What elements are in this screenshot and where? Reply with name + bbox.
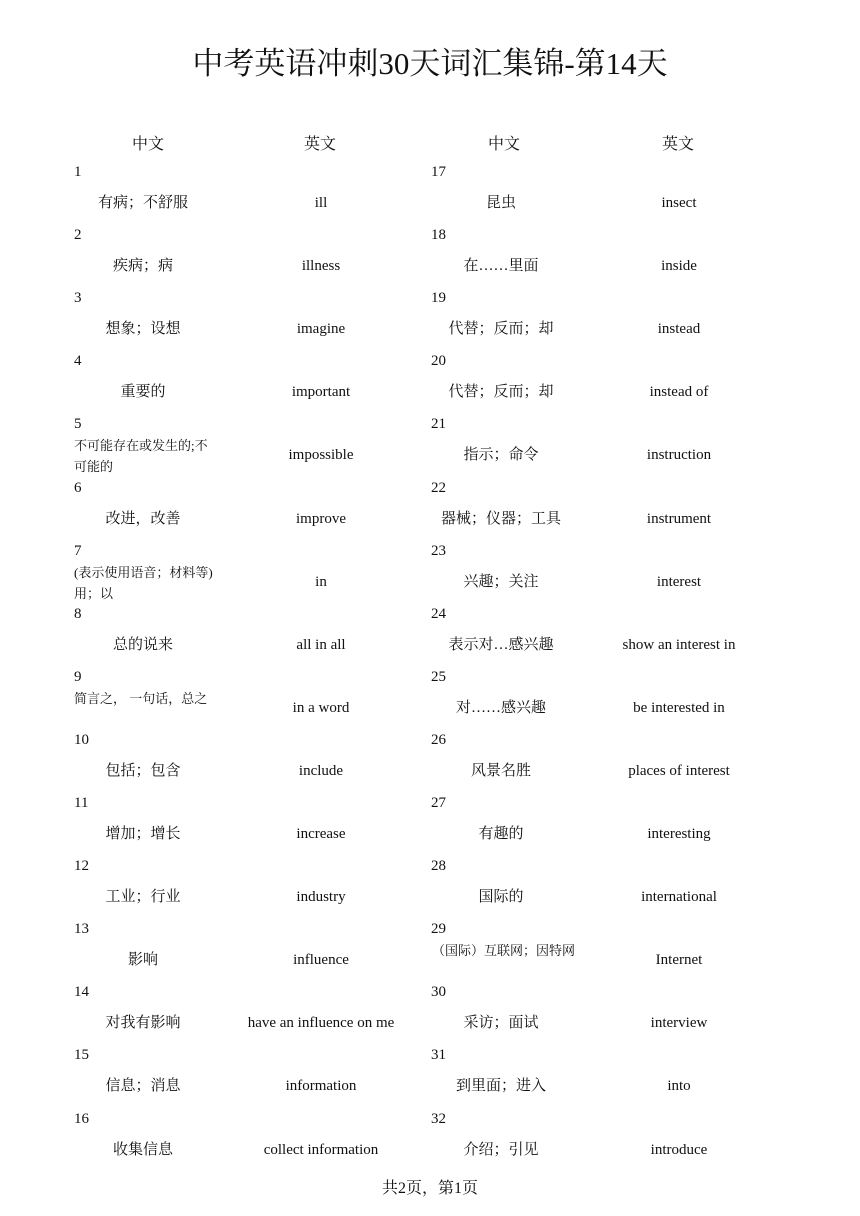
entry-english: interest [656, 573, 702, 590]
entry-english: instead of [649, 384, 709, 401]
entry-number: 22 [431, 479, 446, 496]
entry-chinese: 器械；仪器；工具 [440, 510, 561, 527]
entry-number: 21 [431, 416, 446, 433]
entry-number: 1 [74, 164, 82, 180]
entry-chinese: 总的说来 [112, 636, 173, 653]
entry-number: 32 [431, 1110, 446, 1127]
entry-english: places of interest [628, 762, 730, 779]
entry-number: 10 [74, 731, 89, 748]
entry-number: 5 [74, 416, 82, 433]
entry-chinese: 风景名胜 [470, 762, 531, 779]
document-title: 中考英语冲刺30天词汇集锦-第14天 [192, 46, 668, 81]
entry-number: 30 [431, 984, 446, 1001]
entry-english: instead [657, 321, 701, 338]
entry-number: 4 [74, 353, 82, 370]
entry-number: 14 [74, 984, 89, 1001]
entry-chinese: 想象；设想 [105, 321, 181, 338]
entry-english: be interested in [633, 699, 725, 716]
entry-chinese: 在……里面 [463, 258, 539, 275]
entry-english: interesting [647, 826, 711, 842]
entry-chinese: 简言之， 一句话，总之 [74, 690, 208, 706]
entry-chinese: 代替；反而；却 [448, 384, 554, 401]
entry-english: imagine [296, 321, 346, 338]
entry-english: all in all [296, 636, 346, 653]
entry-chinese: 影响 [127, 952, 158, 969]
entry-number: 11 [74, 795, 89, 811]
entry-chinese: 有趣的 [478, 826, 524, 842]
entry-chinese: （国际）互联网；因特网 [432, 943, 576, 959]
entry-english: instrument [646, 510, 712, 527]
entry-chinese: 表示对…感兴趣 [448, 636, 554, 653]
entry-chinese: 工业；行业 [105, 889, 181, 906]
entry-chinese: 改进，改善 [105, 510, 181, 527]
entry-chinese: 代替；反而；却 [448, 321, 554, 338]
entry-number: 17 [431, 164, 446, 180]
entry-english: inside [661, 258, 697, 275]
entry-number: 12 [74, 858, 89, 875]
entry-number: 19 [431, 290, 446, 307]
entry-number: 15 [74, 1047, 89, 1064]
entry-english: impossible [288, 447, 354, 464]
header-left-english: 英文 [303, 136, 336, 153]
entry-english: industry [296, 889, 346, 906]
entry-english: ill [314, 195, 328, 211]
entry-number: 20 [431, 353, 446, 370]
entry-english: increase [296, 826, 346, 842]
entry-english: information [285, 1078, 357, 1095]
entry-number: 13 [74, 921, 89, 938]
entry-english: in [315, 573, 327, 590]
entry-chinese: 有病；不舒服 [97, 195, 188, 211]
entry-english: Internet [655, 952, 703, 969]
entry-english: improve [296, 510, 346, 527]
entry-number: 28 [431, 858, 446, 875]
entry-english: interview [650, 1015, 708, 1032]
entry-number: 16 [74, 1110, 89, 1127]
entry-number: 27 [431, 795, 446, 811]
entry-number: 7 [74, 542, 82, 559]
entry-english: in a word [292, 699, 350, 716]
entry-chinese: 对……感兴趣 [455, 699, 546, 716]
entry-chinese: 指示；命令 [463, 447, 539, 464]
entry-chinese: 介绍；引见 [463, 1141, 539, 1158]
entry-chinese: 采访；面试 [463, 1015, 539, 1032]
entry-chinese: 国际的 [478, 889, 524, 906]
entry-chinese: 昆虫 [485, 195, 516, 211]
header-left-chinese: 中文 [131, 136, 164, 153]
entry-chinese: 增加；增长 [105, 826, 181, 842]
entry-english: illness [301, 258, 341, 275]
entry-chinese: 到里面；进入 [455, 1078, 546, 1095]
entry-number: 26 [431, 731, 446, 748]
entry-number: 9 [74, 668, 82, 685]
entry-number: 25 [431, 668, 446, 685]
entry-english: international [641, 889, 717, 906]
entry-chinese: 重要的 [120, 384, 166, 401]
header-right-chinese: 中文 [487, 136, 520, 153]
entry-english: have an influence on me [247, 1015, 395, 1032]
entry-english: introduce [650, 1141, 708, 1158]
entry-chinese: 包括；包含 [105, 762, 181, 779]
entry-english: instruction [646, 447, 712, 464]
entry-number: 6 [74, 479, 82, 496]
entry-chinese: 不可能存在或发生的;不可能的 [74, 438, 208, 475]
entry-number: 29 [431, 921, 446, 938]
entry-number: 24 [431, 605, 446, 622]
entry-english: collect information [263, 1141, 379, 1158]
entry-chinese: 兴趣；关注 [463, 573, 539, 590]
entry-number: 8 [74, 605, 82, 622]
entry-english: influence [293, 952, 349, 969]
entry-chinese: 收集信息 [112, 1141, 173, 1158]
entry-english: include [298, 762, 344, 779]
entry-chinese: 疾病；病 [112, 258, 173, 275]
entry-chinese: 对我有影响 [105, 1015, 181, 1032]
entry-english: insect [661, 195, 697, 211]
entry-english: show an interest in [622, 636, 736, 653]
entry-chinese: 信息；消息 [105, 1078, 181, 1095]
entry-chinese: (表示使用语音；材料等)用；以 [74, 564, 213, 601]
entry-number: 18 [431, 227, 446, 244]
entry-number: 23 [431, 542, 446, 559]
header-right-english: 英文 [661, 136, 694, 153]
entry-number: 2 [74, 227, 82, 244]
entry-english: important [291, 384, 351, 401]
entry-english: into [667, 1078, 691, 1095]
entry-number: 31 [431, 1047, 446, 1064]
page-footer: 共2页，第1页 [381, 1180, 478, 1197]
entry-number: 3 [74, 290, 82, 307]
